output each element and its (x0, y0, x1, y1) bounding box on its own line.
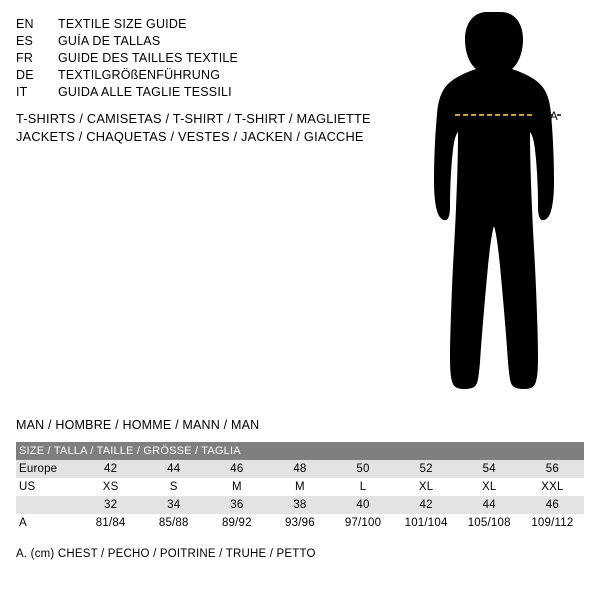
language-list (16, 16, 386, 101)
language-text: TEXTILE SIZE GUIDE (58, 17, 187, 31)
language-code: DE (16, 68, 34, 82)
table-cell: M (268, 478, 331, 496)
table-cell: 85/88 (142, 514, 205, 532)
table-cell: 44 (458, 496, 521, 514)
table-cell: 93/96 (268, 514, 331, 532)
table-row (16, 514, 584, 532)
row-label (16, 496, 79, 514)
category-list (16, 110, 436, 146)
table-cell: 36 (205, 496, 268, 514)
table-cell: M (205, 478, 268, 496)
body-silhouette-figure (395, 8, 595, 408)
table-cell: 105/108 (458, 514, 521, 532)
table-cell: 46 (205, 460, 268, 478)
table-cell: 97/100 (331, 514, 394, 532)
table-cell: L (331, 478, 394, 496)
table-header-row (16, 442, 584, 460)
table-cell: 44 (142, 460, 205, 478)
table-cell: 38 (268, 496, 331, 514)
table-cell: XL (395, 478, 458, 496)
table-row (16, 496, 584, 514)
language-code: IT (16, 85, 28, 99)
language-text: GUIDA ALLE TAGLIE TESSILI (58, 85, 232, 99)
language-text: GUÍA DE TALLAS (58, 34, 161, 48)
language-code: ES (16, 34, 34, 48)
table-cell: 81/84 (79, 514, 142, 532)
table-row (16, 478, 584, 496)
language-code: EN (16, 17, 34, 31)
language-row (16, 33, 386, 50)
table-cell: 54 (458, 460, 521, 478)
language-text: TEXTILGRÖßENFÜHRUNG (58, 68, 221, 82)
table-cell: 50 (331, 460, 394, 478)
table-cell: 52 (395, 460, 458, 478)
table-cell: 48 (268, 460, 331, 478)
size-table (16, 442, 584, 532)
table-cell: 42 (79, 460, 142, 478)
row-label: US (16, 478, 79, 496)
table-header-label: SIZE / TALLA / TAILLE / GRÖSSE / TAGLIA (16, 442, 584, 460)
table-cell: 101/104 (395, 514, 458, 532)
measure-marker-label: A (550, 111, 559, 123)
table-cell: 56 (521, 460, 584, 478)
category-jackets: JACKETS / CHAQUETAS / VESTES / JACKEN / GIACCHE (16, 129, 364, 144)
language-code: FR (16, 51, 34, 65)
table-row (16, 460, 584, 478)
category-tshirts: T-SHIRTS / CAMISETAS / T-SHIRT / T-SHIRT / MAGLIETTE (16, 111, 371, 126)
table-cell: XS (79, 478, 142, 496)
table-cell: 40 (331, 496, 394, 514)
table-cell: 109/112 (521, 514, 584, 532)
table-cell: 42 (395, 496, 458, 514)
table-cell: 34 (142, 496, 205, 514)
table-cell: 32 (79, 496, 142, 514)
measurement-footnote: A. (cm) CHEST / PECHO / POITRINE / TRUHE / PETTO (16, 548, 316, 560)
table-cell: 46 (521, 496, 584, 514)
language-row (16, 50, 386, 67)
language-text: GUIDE DES TAILLES TEXTILE (58, 51, 239, 65)
row-label: Europe (16, 460, 79, 478)
table-section-title: MAN / HOMBRE / HOMME / MANN / MAN (16, 418, 260, 432)
row-label: A (16, 514, 79, 532)
table-cell: 89/92 (205, 514, 268, 532)
table-cell: XL (458, 478, 521, 496)
language-row (16, 16, 386, 33)
language-row (16, 84, 386, 101)
language-row (16, 67, 386, 84)
table-cell: XXL (521, 478, 584, 496)
table-cell: S (142, 478, 205, 496)
male-silhouette-icon (395, 8, 595, 408)
